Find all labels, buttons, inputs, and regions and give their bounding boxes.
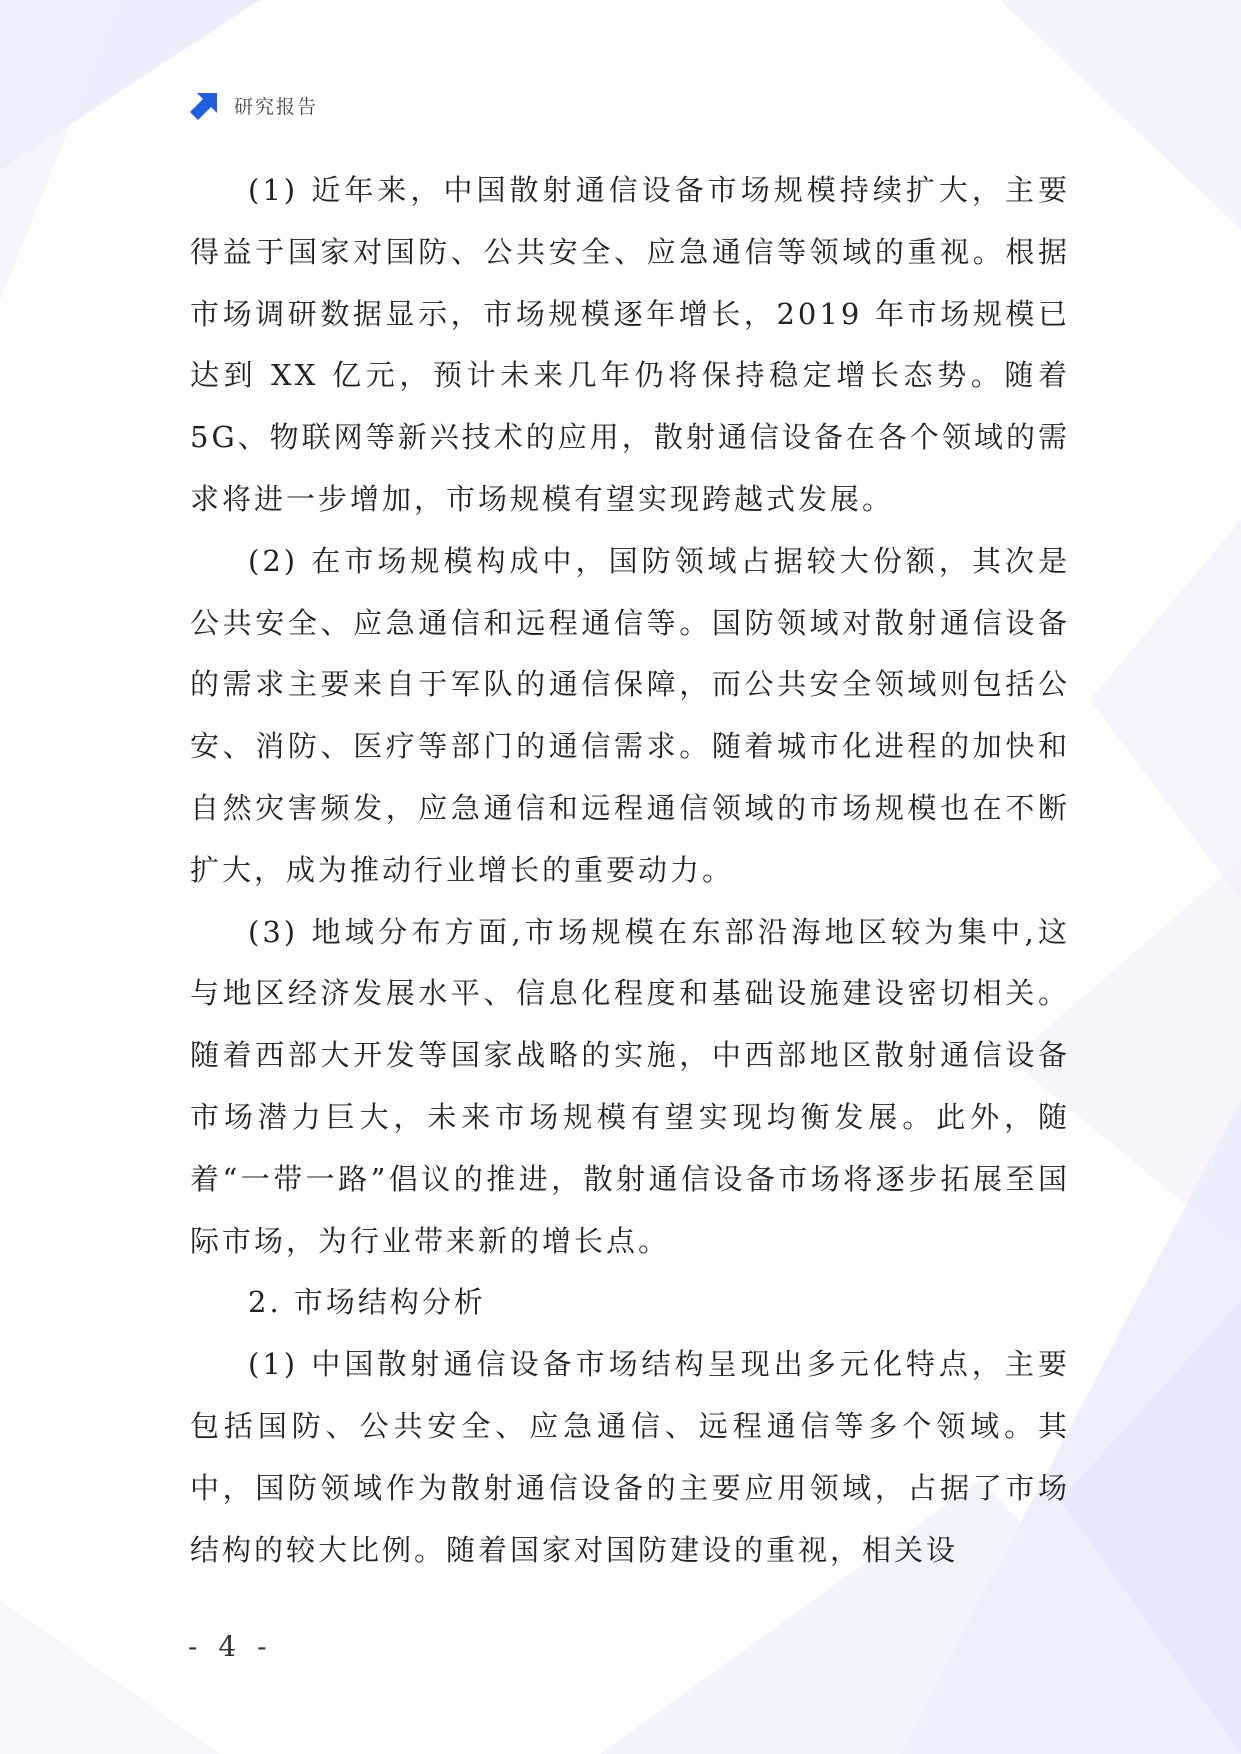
- page-number: - 4 -: [188, 1630, 273, 1663]
- document-body: [190, 160, 1070, 1581]
- section-heading: 2. 市场结构分析: [248, 1285, 486, 1320]
- arrow-up-right-icon: [188, 88, 222, 122]
- paragraph: (3) 地域分布方面,市场规模在东部沿海地区较为集中,这与地区经济发展水平、信息化程度和基础设施建设密切相关。随着西部大开发等国家战略的实施，中西部地区散射通信设备市场潜力巨大，未来市场规模有望实现均衡发展。此外，随着“一带一路”倡议的推进，散射通信设备市场将逐步拓展至国际市场，为行业带来新的增长点。: [190, 914, 1070, 1258]
- paragraph: (1) 近年来，中国散射通信设备市场规模持续扩大，主要得益于国家对国防、公共安全、应急通信等领域的重视。根据市场调研数据显示，市场规模逐年增长，2019 年市场规模已达到 XX 亿元，预计未来几年仍将保持稳定增长态势。随着 5G、物联网等新兴技术的应用，散射通信设备在各个领域的需求将进一步增加，市场规模有望实现跨越式发展。: [190, 173, 1070, 516]
- paragraph: (2) 在市场规模构成中，国防领域占据较大份额，其次是公共安全、应急通信和远程通信等。国防领域对散射通信设备的需求主要来自于军队的通信保障，而公共安全领域则包括公安、消防、医疗等部门的通信需求。随着城市化进程的加快和自然灾害频发，应急通信和远程通信领域的市场规模也在不断扩大，成为推动行业增长的重要动力。: [190, 543, 1070, 887]
- header-label: 研究报告: [234, 95, 319, 118]
- paragraph: (1) 中国散射通信设备市场结构呈现出多元化特点，主要包括国防、公共安全、应急通信、远程通信等多个领域。其中，国防领域作为散射通信设备的主要应用领域，占据了市场结构的较大比例。随着国家对国防建设的重视，相关设: [190, 1347, 1070, 1567]
- report-header: [188, 88, 318, 122]
